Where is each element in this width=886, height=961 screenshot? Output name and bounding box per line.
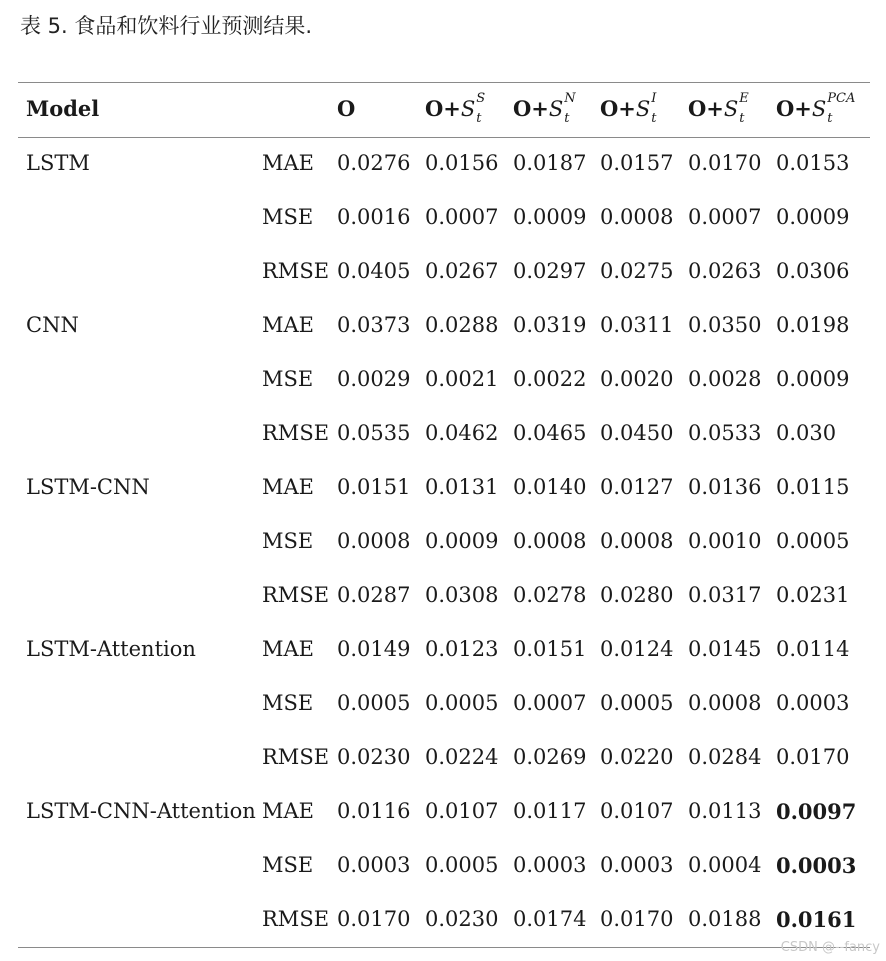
cell-i: 0.0124 xyxy=(600,637,674,661)
cell-metric: MAE xyxy=(262,313,314,337)
table-row xyxy=(0,894,886,948)
table-row xyxy=(0,408,886,462)
table-row xyxy=(0,300,886,354)
cell-i: 0.0005 xyxy=(600,691,674,715)
cell-pca: 0.0231 xyxy=(776,583,850,607)
cell-e: 0.0188 xyxy=(688,907,762,931)
table-row xyxy=(0,840,886,894)
cell-metric: RMSE xyxy=(262,745,330,769)
cell-n: 0.0278 xyxy=(513,583,587,607)
header-i-sub: t xyxy=(651,111,657,126)
cell-i: 0.0107 xyxy=(600,799,674,823)
cell-metric: MAE xyxy=(262,637,314,661)
table-row xyxy=(0,678,886,732)
cell-metric: MAE xyxy=(262,475,314,499)
cell-i: 0.0020 xyxy=(600,367,674,391)
table-row xyxy=(0,570,886,624)
header-o-plus-i xyxy=(600,91,657,126)
cell-o: 0.0003 xyxy=(337,853,411,877)
cell-s: 0.0005 xyxy=(425,853,499,877)
cell-e: 0.0284 xyxy=(688,745,762,769)
cell-pca: 0.0003 xyxy=(776,853,857,878)
cell-s: 0.0462 xyxy=(425,421,499,445)
cell-i: 0.0003 xyxy=(600,853,674,877)
header-o-plus-e xyxy=(688,91,749,126)
header-o-plus-pca xyxy=(776,91,856,126)
cell-e: 0.0010 xyxy=(688,529,762,553)
cell-pca: 0.0097 xyxy=(776,799,857,824)
cell-i: 0.0157 xyxy=(600,151,674,175)
cell-n: 0.0009 xyxy=(513,205,587,229)
cell-metric: MSE xyxy=(262,205,314,229)
table-header xyxy=(0,84,886,136)
header-model: Model xyxy=(26,96,100,121)
cell-pca: 0.0153 xyxy=(776,151,850,175)
cell-o: 0.0005 xyxy=(337,691,411,715)
cell-n: 0.0007 xyxy=(513,691,587,715)
cell-pca: 0.0009 xyxy=(776,367,850,391)
table-row xyxy=(0,246,886,300)
cell-metric: MSE xyxy=(262,691,314,715)
cell-s: 0.0267 xyxy=(425,259,499,283)
cell-i: 0.0450 xyxy=(600,421,674,445)
cell-e: 0.0263 xyxy=(688,259,762,283)
cell-s: 0.0107 xyxy=(425,799,499,823)
header-pca-base: O+ xyxy=(776,96,812,121)
header-s-sup: S xyxy=(476,91,486,106)
header-n-sup: N xyxy=(564,91,576,106)
header-o: O xyxy=(337,96,356,121)
cell-e: 0.0007 xyxy=(688,205,762,229)
cell-n: 0.0117 xyxy=(513,799,587,823)
header-e-base: O+ xyxy=(688,96,724,121)
cell-pca: 0.0198 xyxy=(776,313,850,337)
cell-metric: RMSE xyxy=(262,259,330,283)
table-row xyxy=(0,624,886,678)
cell-s: 0.0005 xyxy=(425,691,499,715)
cell-n: 0.0151 xyxy=(513,637,587,661)
cell-n: 0.0187 xyxy=(513,151,587,175)
header-pca-var: S xyxy=(811,97,827,121)
cell-n: 0.0003 xyxy=(513,853,587,877)
cell-pca: 0.0003 xyxy=(776,691,850,715)
cell-model: CNN xyxy=(26,313,79,337)
cell-i: 0.0008 xyxy=(600,529,674,553)
cell-metric: MSE xyxy=(262,367,314,391)
cell-i: 0.0170 xyxy=(600,907,674,931)
cell-e: 0.0533 xyxy=(688,421,762,445)
cell-s: 0.0007 xyxy=(425,205,499,229)
header-pca-sub: t xyxy=(827,111,833,126)
cell-pca: 0.0115 xyxy=(776,475,850,499)
cell-o: 0.0373 xyxy=(337,313,411,337)
cell-s: 0.0308 xyxy=(425,583,499,607)
cell-i: 0.0280 xyxy=(600,583,674,607)
cell-model: LSTM xyxy=(26,151,90,175)
cell-n: 0.0140 xyxy=(513,475,587,499)
cell-s: 0.0288 xyxy=(425,313,499,337)
table-top-rule xyxy=(18,82,870,83)
header-e-sup: E xyxy=(739,91,749,106)
table-row xyxy=(0,732,886,786)
cell-n: 0.0008 xyxy=(513,529,587,553)
cell-s: 0.0021 xyxy=(425,367,499,391)
cell-model: LSTM-Attention xyxy=(26,637,196,661)
cell-n: 0.0319 xyxy=(513,313,587,337)
cell-pca: 0.0161 xyxy=(776,907,857,932)
cell-n: 0.0174 xyxy=(513,907,587,931)
table-row xyxy=(0,786,886,840)
cell-e: 0.0004 xyxy=(688,853,762,877)
table-row xyxy=(0,138,886,192)
cell-metric: MAE xyxy=(262,151,314,175)
cell-n: 0.0022 xyxy=(513,367,587,391)
cell-s: 0.0230 xyxy=(425,907,499,931)
cell-o: 0.0405 xyxy=(337,259,411,283)
table-row xyxy=(0,192,886,246)
cell-o: 0.0276 xyxy=(337,151,411,175)
cell-e: 0.0170 xyxy=(688,151,762,175)
cell-e: 0.0145 xyxy=(688,637,762,661)
cell-s: 0.0224 xyxy=(425,745,499,769)
cell-metric: RMSE xyxy=(262,421,330,445)
cell-o: 0.0230 xyxy=(337,745,411,769)
header-n-sub: t xyxy=(564,111,570,126)
cell-pca: 0.0009 xyxy=(776,205,850,229)
cell-s: 0.0131 xyxy=(425,475,499,499)
cell-model: LSTM-CNN xyxy=(26,475,150,499)
watermark: CSDN @--fancy xyxy=(780,940,880,955)
cell-pca: 0.0114 xyxy=(776,637,850,661)
cell-s: 0.0123 xyxy=(425,637,499,661)
header-i-base: O+ xyxy=(600,96,636,121)
cell-e: 0.0113 xyxy=(688,799,762,823)
cell-metric: MSE xyxy=(262,529,314,553)
table-row xyxy=(0,462,886,516)
cell-o: 0.0170 xyxy=(337,907,411,931)
cell-o: 0.0016 xyxy=(337,205,411,229)
header-n-var: S xyxy=(548,97,564,121)
cell-n: 0.0269 xyxy=(513,745,587,769)
header-i-var: S xyxy=(635,97,651,121)
cell-e: 0.0317 xyxy=(688,583,762,607)
cell-s: 0.0156 xyxy=(425,151,499,175)
cell-i: 0.0127 xyxy=(600,475,674,499)
cell-e: 0.0136 xyxy=(688,475,762,499)
cell-metric: RMSE xyxy=(262,907,330,931)
cell-pca: 0.030 xyxy=(776,421,837,445)
cell-i: 0.0275 xyxy=(600,259,674,283)
cell-o: 0.0149 xyxy=(337,637,411,661)
cell-n: 0.0297 xyxy=(513,259,587,283)
cell-metric: RMSE xyxy=(262,583,330,607)
header-o-plus-n xyxy=(513,91,576,126)
cell-o: 0.0116 xyxy=(337,799,411,823)
cell-model: LSTM-CNN-Attention xyxy=(26,799,256,823)
cell-i: 0.0008 xyxy=(600,205,674,229)
cell-n: 0.0465 xyxy=(513,421,587,445)
header-s-base: O+ xyxy=(425,96,461,121)
header-e-var: S xyxy=(723,97,739,121)
cell-pca: 0.0306 xyxy=(776,259,850,283)
cell-o: 0.0029 xyxy=(337,367,411,391)
header-e-sub: t xyxy=(739,111,745,126)
header-s-var: S xyxy=(460,97,476,121)
cell-e: 0.0008 xyxy=(688,691,762,715)
header-s-sub: t xyxy=(476,111,482,126)
header-n-base: O+ xyxy=(513,96,549,121)
table-caption: 表 5. 食品和饮料行业预测结果. xyxy=(20,14,313,38)
cell-i: 0.0311 xyxy=(600,313,674,337)
table-row xyxy=(0,516,886,570)
table-row xyxy=(0,354,886,408)
cell-pca: 0.0005 xyxy=(776,529,850,553)
cell-o: 0.0008 xyxy=(337,529,411,553)
table-bottom-rule xyxy=(18,947,870,948)
header-o-plus-s xyxy=(425,91,486,126)
header-i-sup: I xyxy=(651,91,657,106)
cell-o: 0.0535 xyxy=(337,421,411,445)
cell-o: 0.0287 xyxy=(337,583,411,607)
header-pca-sup: PCA xyxy=(827,91,856,106)
cell-i: 0.0220 xyxy=(600,745,674,769)
cell-e: 0.0350 xyxy=(688,313,762,337)
cell-metric: MSE xyxy=(262,853,314,877)
cell-metric: MAE xyxy=(262,799,314,823)
cell-o: 0.0151 xyxy=(337,475,411,499)
cell-pca: 0.0170 xyxy=(776,745,850,769)
cell-s: 0.0009 xyxy=(425,529,499,553)
cell-e: 0.0028 xyxy=(688,367,762,391)
